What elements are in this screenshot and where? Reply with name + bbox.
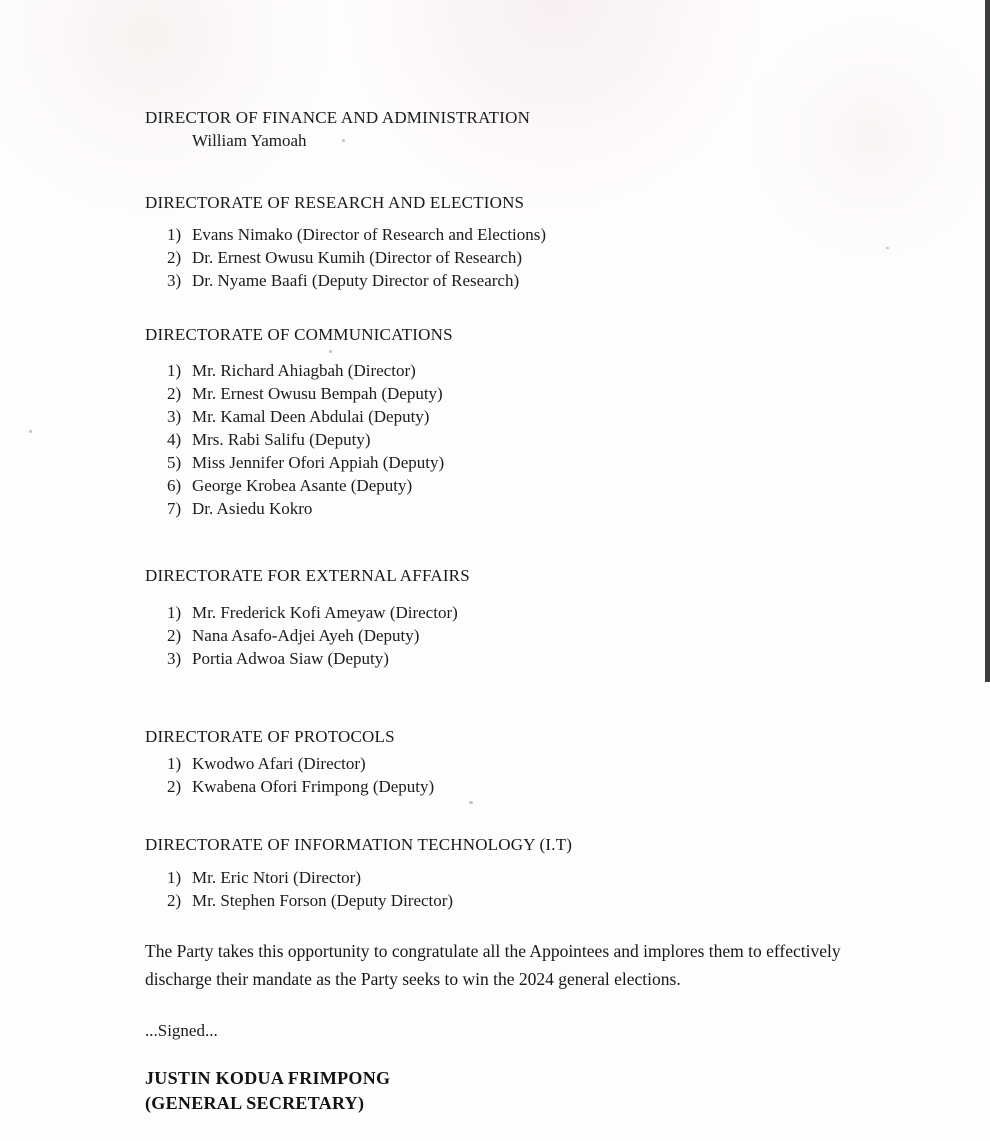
- list-item-text: Dr. Nyame Baafi (Deputy Director of Research): [192, 271, 520, 290]
- list-item: [145, 866, 895, 889]
- list-item-text: Kwabena Ofori Frimpong (Deputy): [192, 777, 435, 796]
- list-item-number: 6): [167, 476, 182, 495]
- list-item: [145, 497, 895, 520]
- list-item-text: Mr. Eric Ntori (Director): [192, 868, 361, 887]
- list-item-number: 1): [167, 361, 182, 380]
- list-item: [145, 601, 895, 624]
- list-item-number: 4): [167, 430, 182, 449]
- scan-speck: [29, 430, 32, 433]
- list-item-text: George Krobea Asante (Deputy): [192, 476, 413, 495]
- list-item: [145, 474, 895, 497]
- section-heading: DIRECTORATE OF COMMUNICATIONS: [145, 325, 453, 344]
- list-item-text: Kwodwo Afari (Director): [192, 754, 366, 773]
- list-item-text: Nana Asafo-Adjei Ayeh (Deputy): [192, 626, 420, 645]
- list-item: [145, 428, 895, 451]
- list-item-text: Evans Nimako (Director of Research and Elections): [192, 225, 547, 244]
- list-item: [145, 775, 895, 798]
- signatory-title: (GENERAL SECRETARY): [145, 1093, 365, 1113]
- scanner-edge-artifact: [985, 0, 990, 682]
- list-item-text: Mr. Kamal Deen Abdulai (Deputy): [192, 407, 430, 426]
- list-item-number: 2): [167, 626, 182, 645]
- section-communications: [145, 325, 895, 520]
- list-item-text: Mrs. Rabi Salifu (Deputy): [192, 430, 371, 449]
- list-item: [145, 269, 895, 292]
- list-item: [145, 223, 895, 246]
- appointee-list: [145, 601, 895, 670]
- list-item: [145, 359, 895, 382]
- section-heading: DIRECTOR OF FINANCE AND ADMINISTRATION: [145, 108, 531, 127]
- signature-block: [145, 1066, 895, 1116]
- scan-speck: [886, 247, 889, 249]
- list-item-number: 2): [167, 891, 182, 910]
- list-item-number: 5): [167, 453, 182, 472]
- section-finance-administration: [145, 108, 895, 151]
- scan-speck: [342, 139, 345, 142]
- list-item-number: 2): [167, 777, 182, 796]
- section-heading: DIRECTORATE FOR EXTERNAL AFFAIRS: [145, 566, 470, 585]
- list-item-number: 1): [167, 754, 182, 773]
- list-item-number: 3): [167, 271, 182, 290]
- list-item-text: Dr. Ernest Owusu Kumih (Director of Research): [192, 248, 522, 267]
- list-item: [145, 624, 895, 647]
- signed-line: ...Signed...: [145, 1021, 218, 1040]
- list-item-number: 2): [167, 384, 182, 403]
- list-item-number: 3): [167, 649, 182, 668]
- list-item-text: Miss Jennifer Ofori Appiah (Deputy): [192, 453, 445, 472]
- appointee-list: [145, 359, 895, 520]
- list-item: [145, 451, 895, 474]
- list-item-text: Mr. Ernest Owusu Bempah (Deputy): [192, 384, 443, 403]
- appointee-list: [145, 223, 895, 292]
- section-heading: DIRECTORATE OF RESEARCH AND ELECTIONS: [145, 193, 525, 212]
- appointee-list: [145, 752, 895, 798]
- list-item: [145, 382, 895, 405]
- list-item-text: Dr. Asiedu Kokro: [192, 499, 313, 518]
- section-information-technology: [145, 835, 895, 912]
- list-item-number: 3): [167, 407, 182, 426]
- list-item: [145, 752, 895, 775]
- list-item-number: 1): [167, 868, 182, 887]
- list-item-number: 7): [167, 499, 182, 518]
- list-item-text: Mr. Richard Ahiagbah (Director): [192, 361, 416, 380]
- signatory-name: JUSTIN KODUA FRIMPONG: [145, 1068, 391, 1088]
- list-item-number: 1): [167, 603, 182, 622]
- appointee-name: William Yamoah: [192, 131, 307, 150]
- scan-speck: [329, 350, 332, 353]
- list-item-text: Mr. Stephen Forson (Deputy Director): [192, 891, 454, 910]
- section-external-affairs: [145, 566, 895, 670]
- list-item: [145, 405, 895, 428]
- list-item-text: Mr. Frederick Kofi Ameyaw (Director): [192, 603, 458, 622]
- list-item: [145, 647, 895, 670]
- list-item-number: 2): [167, 248, 182, 267]
- section-protocols: [145, 727, 895, 798]
- appointee-list: [145, 866, 895, 912]
- list-item-number: 1): [167, 225, 182, 244]
- list-item-text: Portia Adwoa Siaw (Deputy): [192, 649, 389, 668]
- closing-paragraph: The Party takes this opportunity to congratulate all the Appointees and implores them to effectively discharge their mandate as the Party seeks to win the 2024 general elections.: [145, 941, 841, 989]
- list-item: [145, 246, 895, 269]
- section-heading: DIRECTORATE OF PROTOCOLS: [145, 727, 395, 746]
- scan-speck: [469, 801, 473, 804]
- section-research-elections: [145, 193, 895, 292]
- list-item: [145, 889, 895, 912]
- section-heading: DIRECTORATE OF INFORMATION TECHNOLOGY (I.T): [145, 835, 573, 854]
